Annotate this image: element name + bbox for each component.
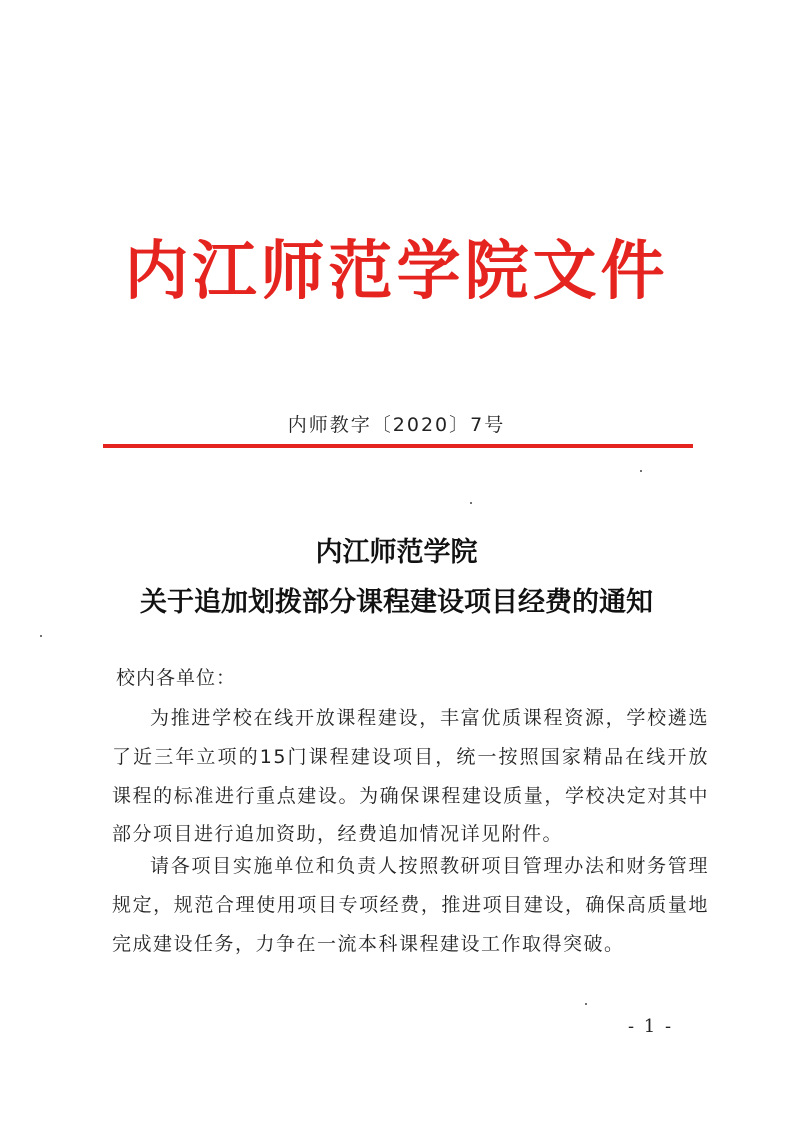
document-number: 内师教字〔2020〕7号 — [287, 414, 506, 436]
body-paragraph-2: 请各项目实施单位和负责人按照教研项目管理办法和财务管理规定，规范合理使用项目专项经费，推进项目建设，确保高质量地完成建设任务，力争在一流本科课程建设工作取得突破。 — [112, 855, 709, 955]
scan-speck — [585, 1003, 587, 1005]
notice-title-line1: 内江师范学院 — [315, 537, 478, 568]
scan-speck — [640, 470, 642, 472]
body-paragraph-1: 为推进学校在线开放课程建设，丰富优质课程资源，学校遴选了近三年立项的15门课程建设项目，统一按照国家精品在线开放课程的标准进行重点建设。为确保课程建设质量，学校决定对其中部分项目进行追加资助，经费追加情况详见附件。 — [112, 707, 709, 846]
scan-speck — [470, 502, 472, 504]
salutation: 校内各单位： — [116, 667, 237, 689]
scan-speck — [40, 635, 42, 637]
page-number: - 1 - — [628, 1016, 674, 1037]
red-separator-line — [103, 444, 693, 448]
notice-title-line2: 关于追加划拨部分课程建设项目经费的通知 — [140, 587, 653, 618]
masthead-title: 内江师范学院文件 — [124, 234, 669, 309]
